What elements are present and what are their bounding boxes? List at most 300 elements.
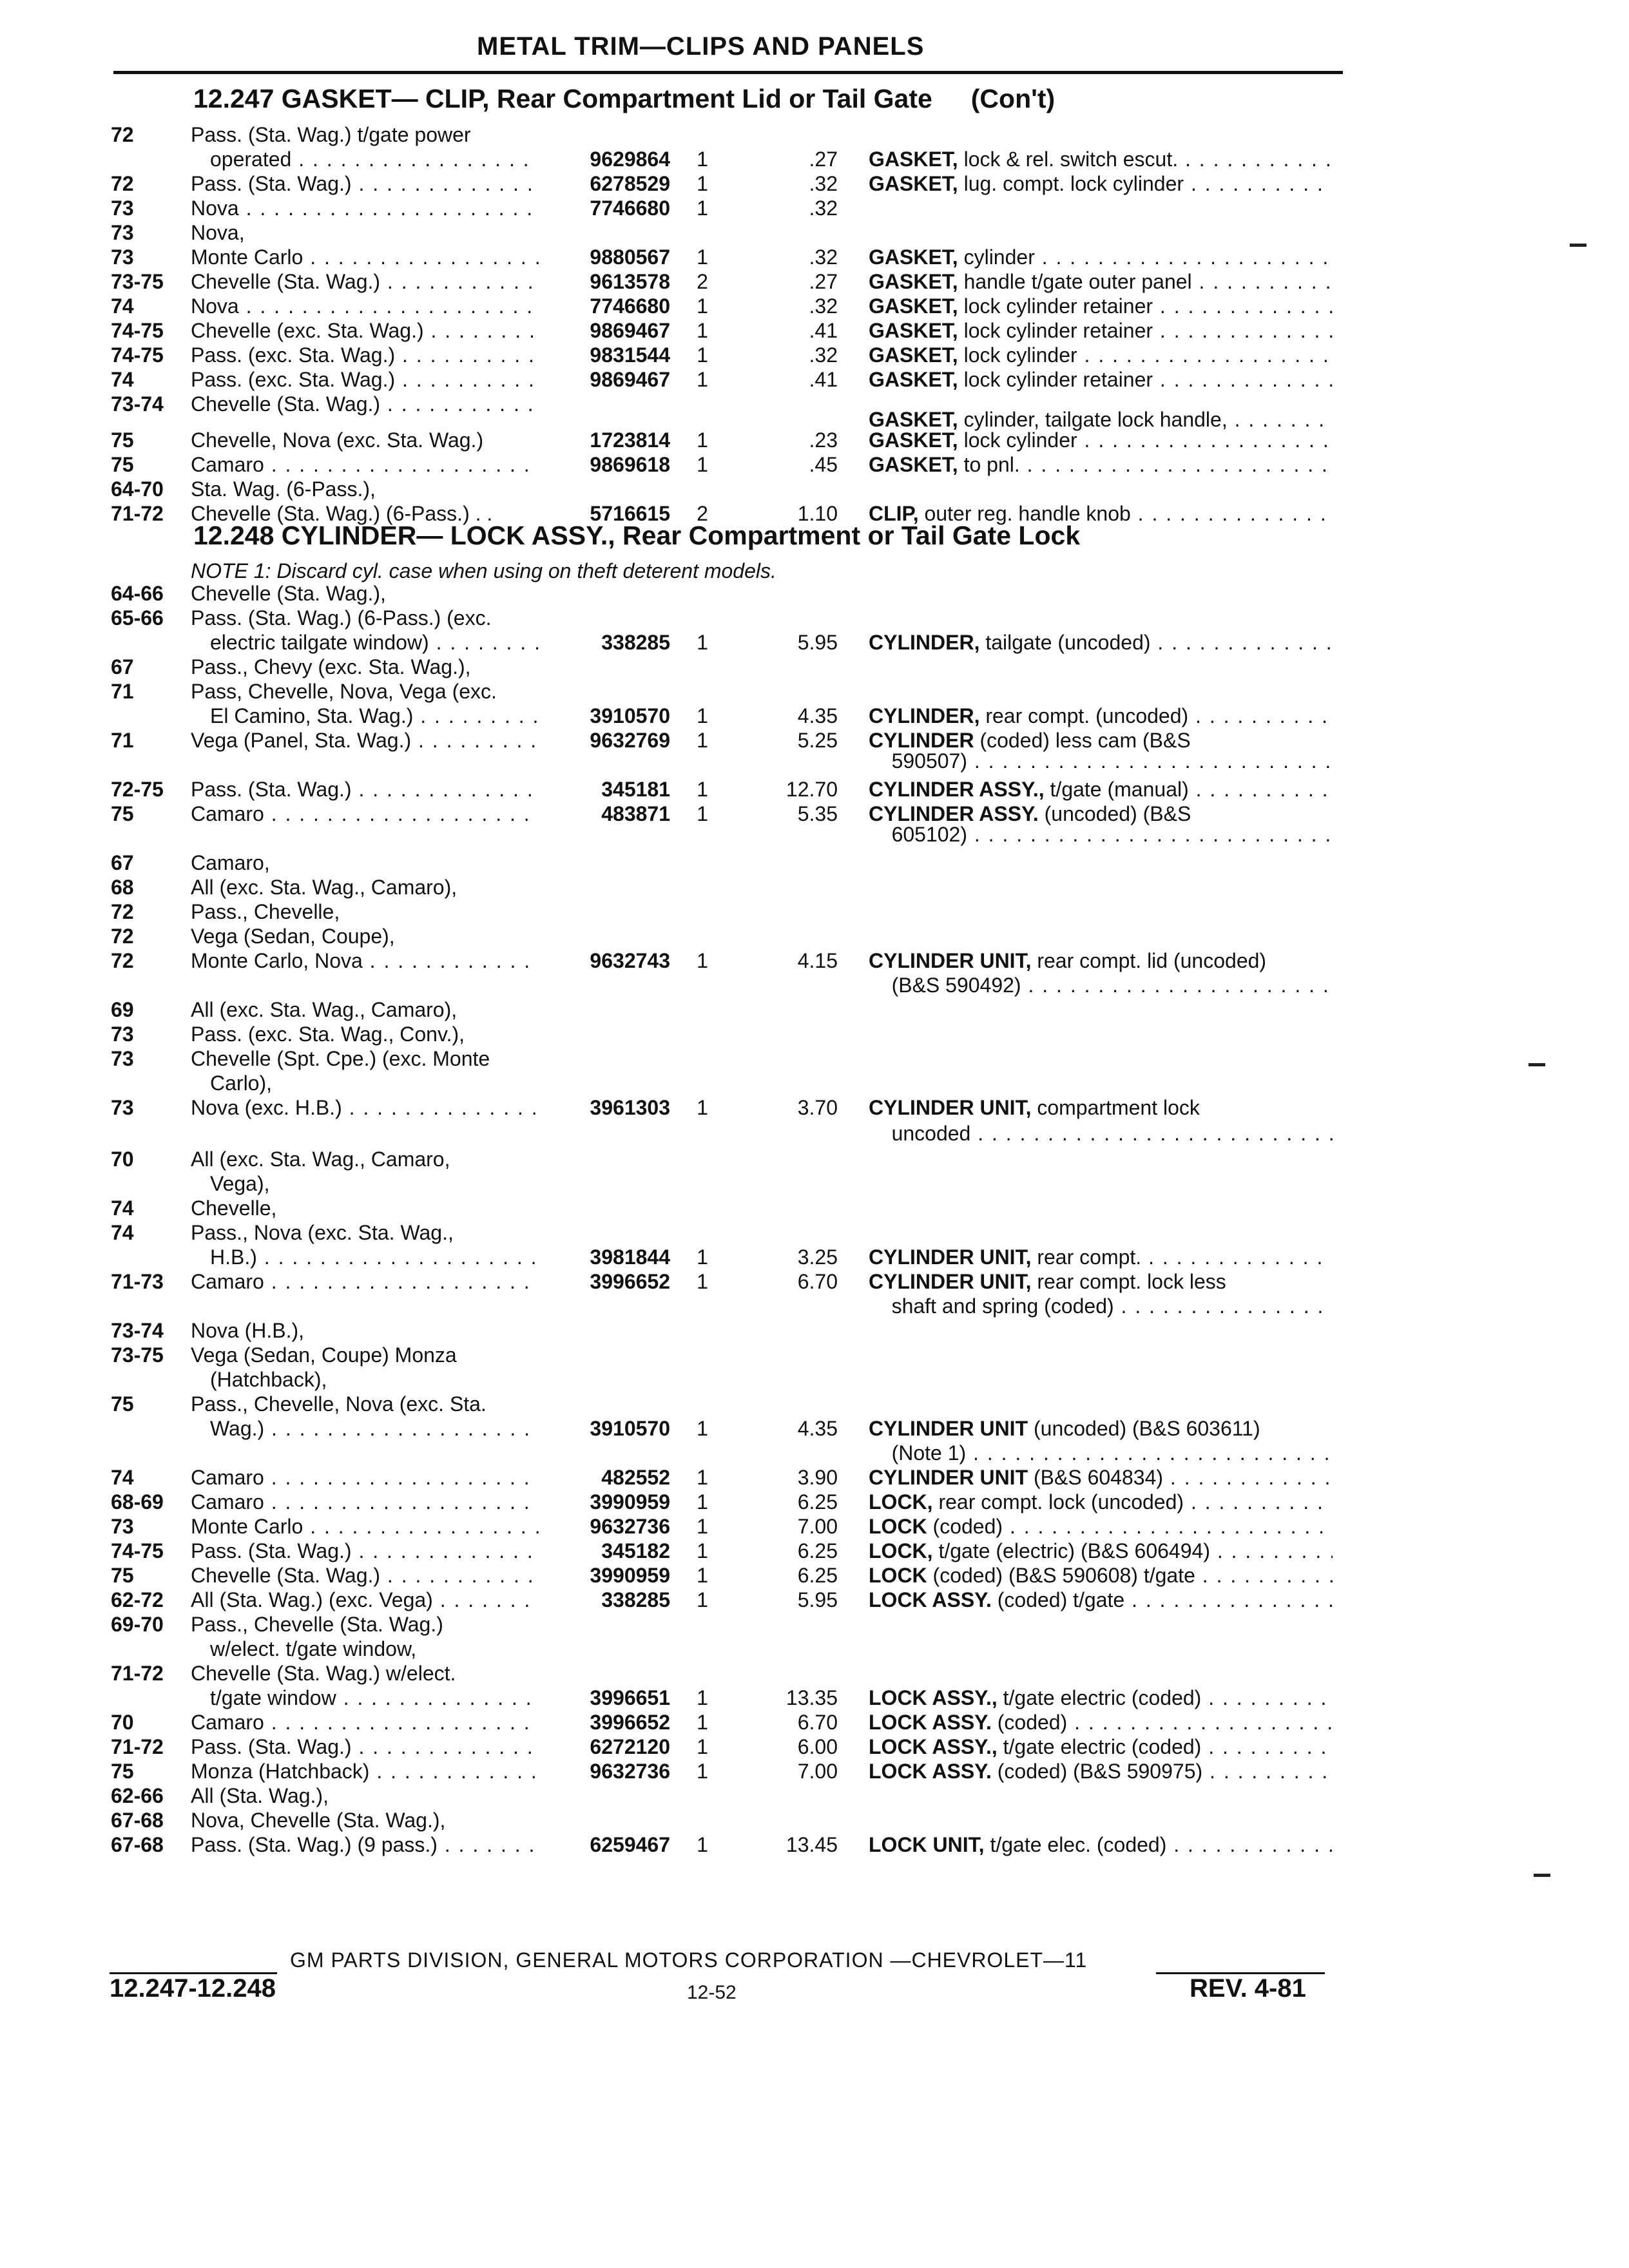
quantity: 1: [697, 1760, 708, 1783]
table-row: [0, 850, 1629, 875]
table-row: [0, 294, 1629, 318]
model-years: 72: [111, 123, 134, 146]
table-row: [0, 147, 1629, 171]
application: Nova . . .: [191, 294, 539, 318]
table-row: [0, 1147, 1629, 1171]
model-years: 62-66: [111, 1784, 164, 1807]
part-number: 6278529: [590, 172, 670, 195]
table-row: [0, 1121, 1629, 1146]
table-row: [0, 1046, 1629, 1071]
part-name: LOCK,: [869, 1490, 933, 1514]
table-row: [0, 1783, 1629, 1808]
part-number: 9869467: [590, 368, 670, 391]
part-number: 338285: [601, 1588, 670, 1611]
part-detail: outer reg. handle knob: [918, 502, 1131, 525]
price: .32: [809, 172, 838, 195]
application: Vega),: [210, 1172, 270, 1195]
margin-tick-mark: [1528, 1063, 1545, 1066]
quantity: 1: [697, 949, 708, 972]
quantity: 1: [697, 631, 708, 654]
model-years: 72: [111, 900, 134, 923]
part-detail: (coded): [927, 1515, 1003, 1538]
part-number: 9629864: [590, 148, 670, 171]
model-years: 64-66: [111, 582, 164, 605]
table-row: [0, 875, 1629, 899]
application: Pass. (Sta. Wag.) (6-Pass.) (exc.: [191, 606, 492, 629]
part-detail: (uncoded) (B&S 603611): [1028, 1417, 1260, 1440]
part-detail: cylinder, tailgate lock handle,: [958, 408, 1228, 431]
part-name: GASKET,: [869, 343, 958, 367]
application: Pass. (exc. Sta. Wag.) . . .: [191, 343, 539, 367]
quantity: 2: [697, 270, 708, 293]
model-years: 74: [111, 294, 134, 318]
table-row: [0, 171, 1629, 196]
part-number: 3961303: [590, 1096, 670, 1119]
quantity: 1: [697, 343, 708, 367]
model-years: 73-75: [111, 1343, 164, 1367]
table-row: [0, 1710, 1629, 1735]
application: Camaro . . .: [191, 1490, 539, 1514]
table-row: [0, 1367, 1629, 1392]
part-number: 3981844: [590, 1245, 670, 1269]
model-years: 71-72: [111, 1662, 164, 1685]
part-description: [869, 704, 1333, 728]
application: Monza (Hatchback) . . .: [191, 1759, 539, 1783]
part-detail: rear compt. lid (uncoded): [1031, 949, 1267, 972]
application: Pass. (Sta. Wag.) . . .: [191, 777, 539, 802]
table-row: [0, 428, 1629, 452]
section-note: NOTE 1: Discard cyl. case when using on theft deterent models.: [191, 559, 776, 582]
part-number: 6259467: [590, 1833, 670, 1856]
part-name: LOCK: [869, 1564, 927, 1587]
model-years: 74: [111, 1221, 134, 1244]
model-years: 71-72: [111, 1735, 164, 1758]
part-name: CYLINDER UNIT: [869, 1466, 1028, 1489]
part-description: [869, 1490, 1333, 1514]
table-row: [0, 1539, 1629, 1563]
application: Sta. Wag. (6-Pass.),: [191, 477, 376, 501]
application: Pass. (Sta. Wag.) . . .: [191, 171, 539, 196]
price: 6.00: [797, 1735, 838, 1758]
part-detail: t/gate electric (coded): [997, 1735, 1202, 1758]
part-name: GASKET,: [869, 172, 958, 195]
part-number: 482552: [601, 1466, 670, 1489]
application: Chevelle (Sta. Wag.) . . .: [191, 269, 539, 294]
part-number: 3996652: [590, 1711, 670, 1734]
table-row: [0, 196, 1629, 220]
quantity: 1: [697, 1711, 708, 1734]
application: Camaro,: [191, 851, 270, 874]
part-detail: lock cylinder: [958, 428, 1077, 452]
application: Wag.) . . .: [191, 1416, 539, 1441]
table-row: [0, 606, 1629, 630]
part-name: GASKET,: [869, 270, 958, 293]
application: All (exc. Sta. Wag., Camaro),: [191, 876, 458, 899]
table-row: [0, 924, 1629, 948]
model-years: 67-68: [111, 1809, 164, 1832]
table-row: [0, 1269, 1629, 1294]
part-description: [869, 1441, 1333, 1465]
application: Nova . . .: [191, 196, 539, 220]
part-number: 9831544: [590, 343, 670, 367]
price: 6.70: [797, 1270, 838, 1293]
table-row: [0, 704, 1629, 728]
part-number: 9632769: [590, 729, 670, 752]
table-row: [0, 367, 1629, 392]
table-row: [0, 1735, 1629, 1759]
table-row: [0, 220, 1629, 245]
application: Pass. (Sta. Wag.) . . .: [191, 1539, 539, 1563]
model-years: 68: [111, 876, 134, 899]
model-years: 69-70: [111, 1613, 164, 1636]
model-years: 74: [111, 1196, 134, 1220]
price: .41: [809, 319, 838, 342]
application: H.B.) . . .: [191, 1245, 539, 1269]
application: Camaro . . .: [191, 1465, 539, 1490]
quantity: 1: [697, 1096, 708, 1119]
price: 12.70: [786, 778, 838, 801]
model-years: 65-66: [111, 606, 164, 629]
application: Carlo),: [210, 1072, 273, 1095]
application: Pass. (Sta. Wag.) . . .: [191, 1735, 539, 1759]
part-detail: lock cylinder: [958, 343, 1077, 367]
application: Chevelle (Sta. Wag.) . . .: [191, 392, 539, 416]
price: .27: [809, 270, 838, 293]
price: 4.35: [797, 1417, 838, 1440]
price: .32: [809, 294, 838, 318]
part-name: GASKET,: [869, 148, 958, 171]
part-detail: t/gate elec. (coded): [984, 1833, 1167, 1856]
quantity: 1: [697, 704, 708, 727]
part-description: [869, 245, 1333, 269]
application: Nova (H.B.),: [191, 1319, 305, 1342]
model-years: 73: [111, 1023, 134, 1046]
part-description: [869, 822, 1333, 847]
quantity: 1: [697, 1490, 708, 1514]
part-detail: t/gate (electric) (B&S 606494): [932, 1539, 1210, 1562]
model-years: 74: [111, 1466, 134, 1489]
table-row: [0, 581, 1629, 606]
part-detail: (coded) (B&S 590975): [991, 1760, 1203, 1783]
price: 7.00: [797, 1760, 838, 1783]
part-description: [869, 1269, 1333, 1294]
part-description: [869, 973, 1333, 997]
table-row: [0, 822, 1629, 847]
part-description: [869, 1832, 1333, 1857]
part-description: [869, 1686, 1333, 1710]
part-name: CYLINDER UNIT,: [869, 1270, 1032, 1293]
table-row: [0, 997, 1629, 1022]
model-years: 73: [111, 1515, 134, 1538]
price: .32: [809, 245, 838, 269]
table-row: [0, 1637, 1629, 1661]
quantity: 1: [697, 778, 708, 801]
table-row: [0, 343, 1629, 367]
part-description: [869, 1710, 1333, 1735]
application: Vega (Panel, Sta. Wag.) . . .: [191, 728, 539, 753]
price: 3.90: [797, 1466, 838, 1489]
application: Pass. (Sta. Wag.) (9 pass.) . . .: [191, 1832, 539, 1857]
application: Pass., Chevy (exc. Sta. Wag.),: [191, 655, 471, 678]
price: 7.00: [797, 1515, 838, 1538]
section-continued-label: (Con't): [970, 84, 1055, 113]
table-row: [0, 1294, 1629, 1318]
part-description: [869, 1539, 1333, 1563]
price: 3.70: [797, 1096, 838, 1119]
application: Chevelle (Sta. Wag.) . . .: [191, 1563, 539, 1588]
part-description: [869, 948, 1333, 973]
application: Camaro . . .: [191, 452, 539, 477]
quantity: 1: [697, 1417, 708, 1440]
application: Monte Carlo . . .: [191, 1514, 539, 1539]
quantity: 1: [697, 245, 708, 269]
price: 5.35: [797, 802, 838, 825]
part-name: CYLINDER,: [869, 631, 980, 654]
price: 5.25: [797, 729, 838, 752]
model-years: 74-75: [111, 343, 164, 367]
model-years: 72: [111, 172, 134, 195]
part-detail: cylinder: [958, 245, 1035, 269]
application: All (Sta. Wag.) (exc. Vega) . . .: [191, 1588, 539, 1612]
part-name: GASKET,: [869, 428, 958, 452]
model-years: 64-70: [111, 477, 164, 501]
application: (Hatchback),: [210, 1368, 327, 1391]
part-number: 9632736: [590, 1760, 670, 1783]
part-name: GASKET,: [869, 245, 958, 269]
footer-page-number: 12-52: [687, 1982, 737, 2003]
part-number: 7746680: [590, 294, 670, 318]
model-years: 73: [111, 197, 134, 220]
part-description: [869, 318, 1333, 343]
quantity: 1: [697, 1686, 708, 1709]
application: Monte Carlo . . .: [191, 245, 539, 269]
part-name: LOCK UNIT,: [869, 1833, 985, 1856]
model-years: 67: [111, 851, 134, 874]
table-row: [0, 1490, 1629, 1514]
part-detail: (coded) (B&S 590608) t/gate: [927, 1564, 1195, 1587]
part-detail: handle t/gate outer panel: [958, 270, 1192, 293]
table-row: [0, 452, 1629, 477]
table-row: [0, 1588, 1629, 1612]
table-row: [0, 1071, 1629, 1095]
quantity: 2: [697, 502, 708, 525]
model-years: 67-68: [111, 1833, 164, 1856]
part-description: [869, 452, 1333, 477]
table-row: [0, 1465, 1629, 1490]
model-years: 71: [111, 680, 134, 703]
table-row: [0, 1686, 1629, 1710]
table-row: [0, 1759, 1629, 1783]
part-description: [869, 343, 1333, 367]
model-years: 73: [111, 1096, 134, 1119]
price: .32: [809, 197, 838, 220]
part-description: [869, 171, 1333, 196]
part-number: 345181: [601, 778, 670, 801]
part-description: [869, 749, 1333, 773]
application: Pass, Chevelle, Nova, Vega (exc.: [191, 680, 497, 703]
part-number: 483871: [601, 802, 670, 825]
part-detail: rear compt.: [1031, 1245, 1142, 1269]
table-row: [0, 501, 1629, 526]
part-detail: tailgate (uncoded): [979, 631, 1151, 654]
price: .23: [809, 428, 838, 452]
part-detail: lock cylinder retainer: [958, 319, 1153, 342]
model-years: 75: [111, 453, 134, 476]
part-description: [869, 1735, 1333, 1759]
part-name: GASKET,: [869, 368, 958, 391]
application: operated . . .: [191, 147, 539, 171]
price: 6.25: [797, 1564, 838, 1587]
table-row: [0, 122, 1629, 147]
footer-publisher: GM PARTS DIVISION, GENERAL MOTORS CORPORATION —CHEVROLET—11: [290, 1948, 1088, 1972]
table-row: [0, 1832, 1629, 1857]
model-years: 71-73: [111, 1270, 164, 1293]
model-years: 74: [111, 368, 134, 391]
part-description: [869, 269, 1333, 294]
table-row: [0, 1416, 1629, 1441]
model-years: 73-74: [111, 392, 164, 416]
price: 3.25: [797, 1245, 838, 1269]
table-row: [0, 1612, 1629, 1637]
part-detail: 590507): [869, 749, 967, 773]
part-name: CYLINDER UNIT,: [869, 949, 1032, 972]
application: Pass. (Sta. Wag.) t/gate power: [191, 123, 471, 146]
model-years: 75: [111, 1564, 134, 1587]
part-description: [869, 147, 1333, 171]
quantity: 1: [697, 172, 708, 195]
table-row: [0, 1441, 1629, 1465]
part-detail: uncoded: [869, 1122, 971, 1145]
part-detail: (B&S 604834): [1028, 1466, 1164, 1489]
model-years: 68-69: [111, 1490, 164, 1514]
quantity: 1: [697, 1466, 708, 1489]
quantity: 1: [697, 453, 708, 476]
part-name: CYLINDER UNIT,: [869, 1245, 1032, 1269]
part-number: 3910570: [590, 1417, 670, 1440]
part-name: GASKET,: [869, 453, 958, 476]
part-name: CYLINDER ASSY.,: [869, 778, 1045, 801]
quantity: 1: [697, 294, 708, 318]
part-name: GASKET,: [869, 294, 958, 318]
model-years: 75: [111, 802, 134, 825]
application: Pass., Chevelle (Sta. Wag.): [191, 1613, 443, 1636]
application: Nova (exc. H.B.) . . .: [191, 1095, 539, 1120]
model-years: 74-75: [111, 1539, 164, 1562]
part-name: LOCK,: [869, 1539, 933, 1562]
part-detail: t/gate electric (coded): [997, 1686, 1202, 1709]
page-title: METAL TRIM—CLIPS AND PANELS: [477, 32, 925, 61]
part-description: [869, 1245, 1333, 1269]
part-detail: lock cylinder retainer: [958, 368, 1153, 391]
part-description: [869, 1759, 1333, 1783]
table-row: [0, 1343, 1629, 1367]
part-name: LOCK ASSY.: [869, 1760, 992, 1783]
part-description: [869, 630, 1333, 655]
part-number: 9632736: [590, 1515, 670, 1538]
part-description: [869, 1095, 1333, 1120]
part-name: GASKET,: [869, 319, 958, 342]
table-row: [0, 477, 1629, 501]
part-number: 9880567: [590, 245, 670, 269]
part-description: [869, 1294, 1333, 1318]
model-years: 70: [111, 1711, 134, 1734]
part-description: [869, 1121, 1333, 1146]
part-number: 9869618: [590, 453, 670, 476]
part-detail: (Note 1): [869, 1441, 967, 1465]
price: 13.45: [786, 1833, 838, 1856]
price: .41: [809, 368, 838, 391]
model-years: 71: [111, 729, 134, 752]
model-years: 73-75: [111, 270, 164, 293]
table-row: [0, 1245, 1629, 1269]
table-row: [0, 1196, 1629, 1220]
application: El Camino, Sta. Wag.) . . .: [191, 704, 539, 728]
price: 6.25: [797, 1490, 838, 1514]
part-description: [869, 1514, 1333, 1539]
table-row: [0, 630, 1629, 655]
part-name: LOCK: [869, 1515, 927, 1538]
part-detail: rear compt. (uncoded): [979, 704, 1189, 727]
application: Pass., Nova (exc. Sta. Wag.,: [191, 1221, 454, 1244]
footer-section-range: 12.247-12.248: [110, 1974, 276, 2003]
part-detail: 605102): [869, 823, 967, 846]
quantity: 1: [697, 148, 708, 171]
application: Vega (Sedan, Coupe),: [191, 925, 395, 948]
application: Pass., Chevelle,: [191, 900, 340, 923]
application: Camaro . . .: [191, 1710, 539, 1735]
part-name: CYLINDER ASSY.: [869, 802, 1039, 825]
table-row: [0, 777, 1629, 802]
table-row: [0, 318, 1629, 343]
part-description: [869, 777, 1333, 802]
part-number: 345182: [601, 1539, 670, 1562]
part-detail: (coded) t/gate: [991, 1588, 1125, 1611]
part-detail: lock cylinder retainer: [958, 294, 1153, 318]
model-years: 62-72: [111, 1588, 164, 1611]
quantity: 1: [697, 1833, 708, 1856]
table-row: [0, 1022, 1629, 1046]
price: 6.70: [797, 1711, 838, 1734]
part-number: 3996651: [590, 1686, 670, 1709]
price: 6.25: [797, 1539, 838, 1562]
table-row: [0, 899, 1629, 924]
quantity: 1: [697, 1564, 708, 1587]
quantity: 1: [697, 729, 708, 752]
margin-tick-mark: [1534, 1874, 1550, 1877]
quantity: 1: [697, 197, 708, 220]
table-row: [0, 245, 1629, 269]
price: 13.35: [786, 1686, 838, 1709]
table-row: [0, 973, 1629, 997]
application: Vega (Sedan, Coupe) Monza: [191, 1343, 457, 1367]
part-name: LOCK ASSY.,: [869, 1686, 998, 1709]
table-row: [0, 1392, 1629, 1416]
model-years: 72-75: [111, 778, 164, 801]
quantity: 1: [697, 802, 708, 825]
part-description: [869, 1465, 1333, 1490]
table-row: [0, 1661, 1629, 1686]
table-row: [0, 1318, 1629, 1343]
model-years: 75: [111, 428, 134, 452]
part-description: [869, 501, 1333, 526]
table-row: [0, 269, 1629, 294]
application: Nova, Chevelle (Sta. Wag.),: [191, 1809, 446, 1832]
quantity: 1: [697, 1735, 708, 1758]
part-number: 3990959: [590, 1564, 670, 1587]
table-row: [0, 1563, 1629, 1588]
quantity: 1: [697, 319, 708, 342]
application: t/gate window . . .: [191, 1686, 539, 1710]
